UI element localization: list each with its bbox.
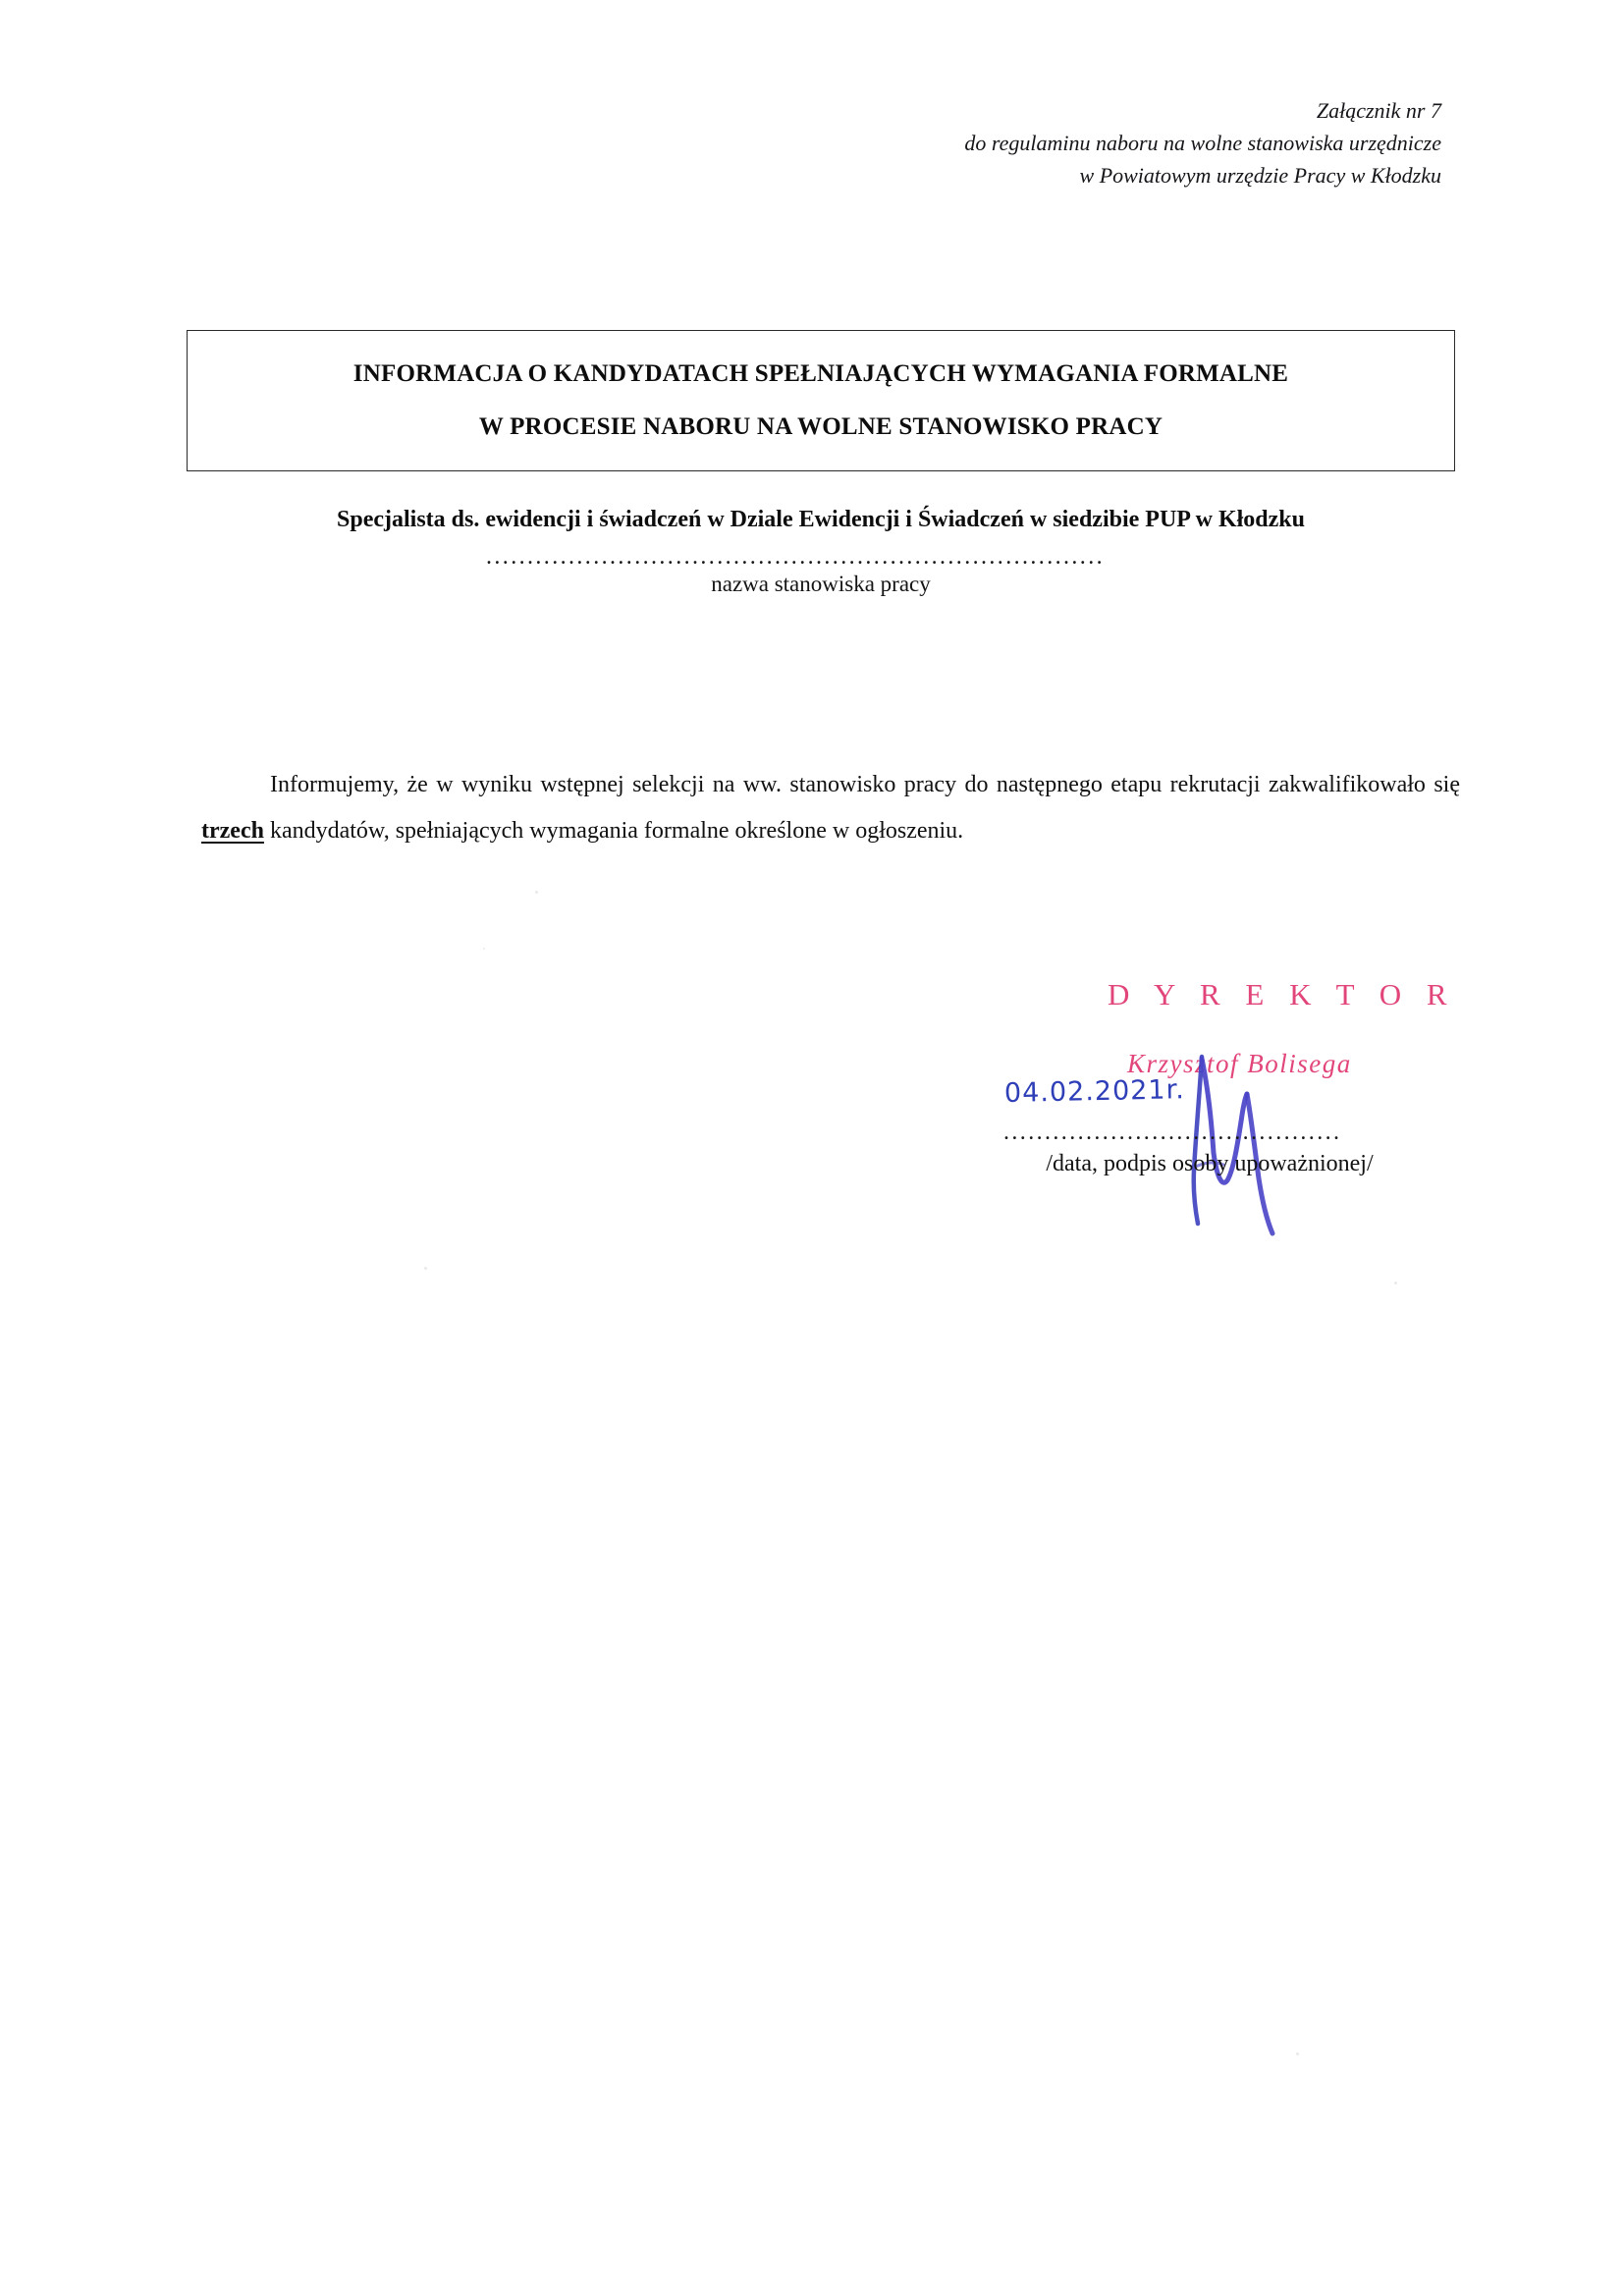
document-header [687, 94, 1441, 191]
title-line-2: W PROCESIE NABORU NA WOLNE STANOWISKO PRACY [478, 413, 1163, 440]
scan-speck [1296, 2052, 1299, 2055]
signature-dotted-rule: ......................................... [1003, 1121, 1342, 1143]
title-frame [187, 330, 1455, 471]
director-stamp-title: D Y R E K T O R [1108, 977, 1456, 1011]
scan-speck [483, 948, 485, 950]
header-line-office: w Powiatowym urzędzie Pracy w Kłodzku [1079, 163, 1441, 188]
director-stamp-name: Krzysztof Bolisega [1127, 1049, 1352, 1078]
body-paragraph [201, 762, 1460, 854]
header-line-regulation: do regulaminu naboru na wolne stanowiska urzędnicze [964, 131, 1441, 155]
body-text-before-count: Informujemy, że w wyniku wstępnej selekcji na ww. stanowisko pracy do następnego etapu rekrutacji zakwalifikowało się [270, 772, 1460, 797]
scan-speck [535, 891, 538, 894]
signature-caption: /data, podpis osoby upoważnionej/ [1046, 1151, 1374, 1176]
position-title: Specjalista ds. ewidencji i świadczeń w Dziale Ewidencji i Świadczeń w siedzibie PUP w Kłodzku [337, 507, 1305, 532]
header-line-attachment-number: Załącznik nr 7 [1316, 98, 1441, 123]
title-line-1: INFORMACJA O KANDYDATACH SPEŁNIAJĄCYCH WYMAGANIA FORMALNE [352, 360, 1289, 387]
candidate-count-word: trzech [201, 818, 264, 844]
body-text-after-count: kandydatów, spełniających wymagania formalne określone w ogłoszeniu. [263, 818, 964, 844]
position-dotted-rule: ........................................................................... [486, 546, 1105, 568]
scan-speck [1394, 1282, 1397, 1285]
position-caption: nazwa stanowiska pracy [711, 572, 931, 596]
scan-speck [424, 1267, 427, 1270]
handwritten-date: 04.02.2021r. [1003, 1074, 1186, 1109]
